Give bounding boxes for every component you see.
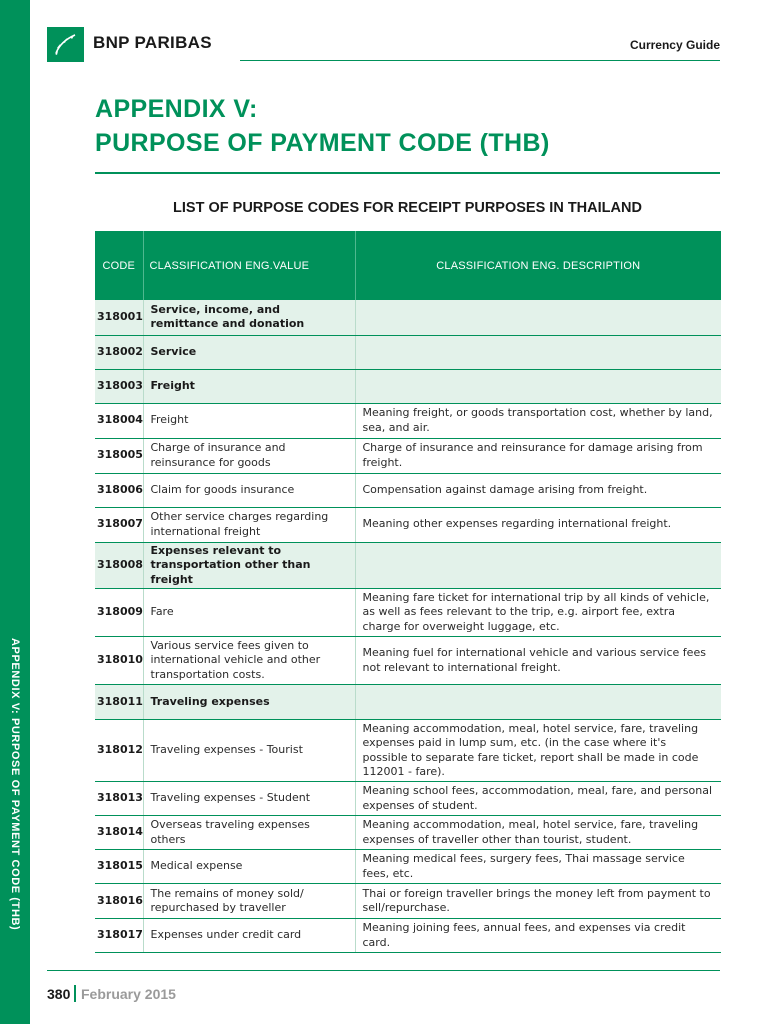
classification-description: Compensation against damage arising from freight. <box>355 473 721 507</box>
table-row <box>95 369 721 403</box>
table-row <box>95 507 721 542</box>
classification-description: Meaning accommodation, meal, hotel service, fare, traveling expenses paid in lump sum, etc. (in the case where it's possible to separate fare ticket, report shall be made in code 112001 - fare). <box>355 720 721 782</box>
classification-value: Other service charges regarding international freight <box>143 507 355 542</box>
purpose-code: 318006 <box>95 473 143 507</box>
purpose-code: 318008 <box>95 542 143 589</box>
classification-description <box>355 685 721 720</box>
classification-value: Service, income, and remittance and donation <box>143 300 355 335</box>
classification-description <box>355 300 721 335</box>
title-line-2: PURPOSE OF PAYMENT CODE (THB) <box>95 129 550 157</box>
side-label: APPENDIX V: PURPOSE OF PAYMENT CODE (THB) <box>9 638 21 931</box>
brand-name: BNP PARIBAS <box>93 33 212 52</box>
classification-value: Overseas traveling expenses others <box>143 816 355 850</box>
purpose-code: 318017 <box>95 919 143 953</box>
purpose-code: 318012 <box>95 720 143 782</box>
footer-separator <box>74 985 76 1002</box>
title-divider <box>95 172 720 174</box>
classification-description: Meaning accommodation, meal, hotel service, fare, traveling expenses of traveller other than tourist, student. <box>355 816 721 850</box>
purpose-code: 318010 <box>95 637 143 685</box>
classification-value: Charge of insurance and reinsurance for goods <box>143 438 355 473</box>
purpose-code: 318009 <box>95 589 143 637</box>
classification-value: Service <box>143 335 355 369</box>
classification-value: Fare <box>143 589 355 637</box>
column-header-description: CLASSIFICATION ENG. DESCRIPTION <box>355 231 721 300</box>
table-row <box>95 473 721 507</box>
bnp-logo-icon <box>47 27 84 62</box>
classification-value: Freight <box>143 403 355 438</box>
table-row <box>95 782 721 816</box>
classification-description <box>355 542 721 589</box>
table-heading: LIST OF PURPOSE CODES FOR RECEIPT PURPOSES IN THAILAND <box>173 200 642 216</box>
classification-description: Meaning joining fees, annual fees, and expenses via credit card. <box>355 919 721 953</box>
table-row <box>95 816 721 850</box>
table-row <box>95 850 721 884</box>
purpose-code: 318003 <box>95 369 143 403</box>
classification-description: Thai or foreign traveller brings the money left from payment to sell/repurchase. <box>355 884 721 919</box>
classification-value: Traveling expenses - Tourist <box>143 720 355 782</box>
table-row <box>95 685 721 720</box>
purpose-code: 318011 <box>95 685 143 720</box>
footer-divider <box>47 970 720 971</box>
classification-value: The remains of money sold/ repurchased by traveller <box>143 884 355 919</box>
classification-value: Freight <box>143 369 355 403</box>
table-header-row <box>95 231 721 300</box>
classification-description: Meaning fuel for international vehicle and various service fees not relevant to international freight. <box>355 637 721 685</box>
column-header-code: CODE <box>95 231 143 300</box>
classification-value: Expenses under credit card <box>143 919 355 953</box>
classification-value: Traveling expenses <box>143 685 355 720</box>
classification-description: Meaning freight, or goods transportation cost, whether by land, sea, and air. <box>355 403 721 438</box>
table-row <box>95 403 721 438</box>
purpose-code: 318013 <box>95 782 143 816</box>
purpose-code: 318005 <box>95 438 143 473</box>
classification-description <box>355 369 721 403</box>
table-row <box>95 300 721 335</box>
page-title <box>95 92 550 160</box>
purpose-code: 318002 <box>95 335 143 369</box>
classification-description: Meaning other expenses regarding international freight. <box>355 507 721 542</box>
table-row <box>95 884 721 919</box>
column-header-value: CLASSIFICATION ENG.VALUE <box>143 231 355 300</box>
page-number: 380 <box>47 986 71 1002</box>
table-row <box>95 637 721 685</box>
title-line-1: APPENDIX V: <box>95 95 258 123</box>
classification-description <box>355 335 721 369</box>
classification-value: Expenses relevant to transportation other than freight <box>143 542 355 589</box>
table-row <box>95 438 721 473</box>
purpose-code: 318007 <box>95 507 143 542</box>
header-divider <box>240 60 720 61</box>
table-row <box>95 335 721 369</box>
purpose-codes-table <box>95 231 721 953</box>
table-row <box>95 542 721 589</box>
table-row <box>95 720 721 782</box>
classification-description: Charge of insurance and reinsurance for damage arising from freight. <box>355 438 721 473</box>
classification-value: Traveling expenses - Student <box>143 782 355 816</box>
purpose-code: 318004 <box>95 403 143 438</box>
table-row <box>95 919 721 953</box>
classification-value: Medical expense <box>143 850 355 884</box>
table-row <box>95 589 721 637</box>
purpose-code: 318015 <box>95 850 143 884</box>
classification-description: Meaning fare ticket for international trip by all kinds of vehicle, as well as fees relevant to the trip, e.g. airport fee, extra charge for overweight luggage, etc. <box>355 589 721 637</box>
purpose-code: 318014 <box>95 816 143 850</box>
section-name: Currency Guide <box>629 38 720 52</box>
classification-description: Meaning medical fees, surgery fees, Thai massage service fees, etc. <box>355 850 721 884</box>
classification-value: Claim for goods insurance <box>143 473 355 507</box>
purpose-code: 318001 <box>95 300 143 335</box>
classification-value: Various service fees given to international vehicle and other transportation costs. <box>143 637 355 685</box>
publication-date: February 2015 <box>81 986 176 1002</box>
purpose-code: 318016 <box>95 884 143 919</box>
classification-description: Meaning school fees, accommodation, meal, fare, and personal expenses of student. <box>355 782 721 816</box>
